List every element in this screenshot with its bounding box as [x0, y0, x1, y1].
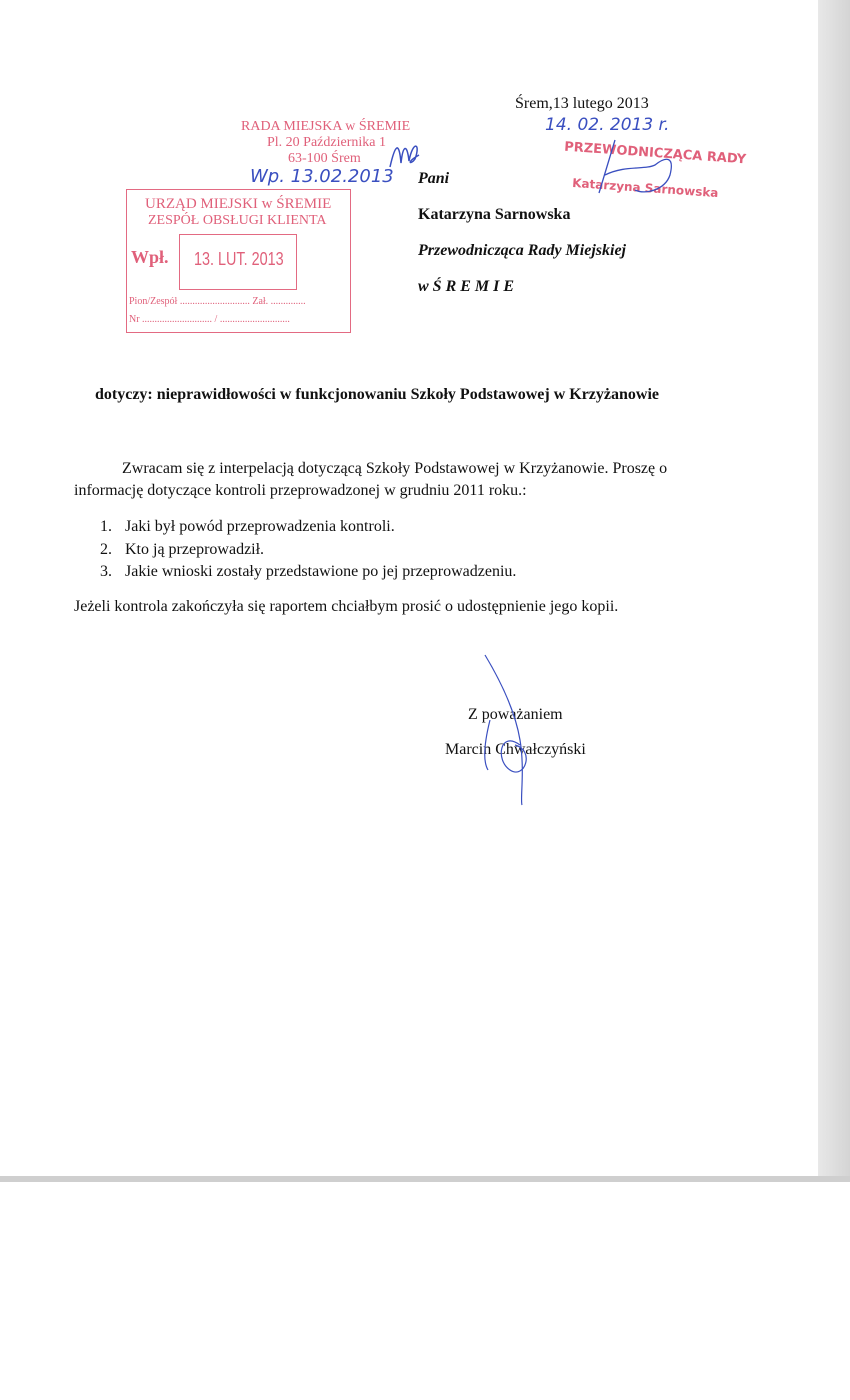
item-number: 2.	[100, 541, 112, 558]
initials-signature-icon	[385, 135, 425, 175]
body-para1-line1: Zwracam się z interpelacją dotyczącą Szkoły Podstawowej w Krzyżanowie. Proszę o	[122, 460, 668, 477]
stamp-rada-line3: 63-100 Śrem	[288, 151, 361, 166]
stamp-rada-line1: RADA MIEJSKA w ŚREMIE	[241, 119, 411, 134]
stamp-urzad	[126, 189, 351, 333]
item-text: Jakie wnioski zostały przedstawione po jej przeprowadzeniu.	[125, 563, 517, 580]
handwritten-receipt: Wp. 13.02.2013	[250, 166, 394, 187]
recipient-name: Katarzyna Sarnowska	[418, 206, 571, 223]
item-text: Jaki był powód przeprowadzenia kontroli.	[125, 518, 395, 535]
stamp-wpl-label: Wpł.	[131, 247, 169, 267]
handwritten-date: 14. 02. 2013 r.	[545, 115, 670, 135]
stamp-date-box	[179, 234, 297, 290]
recipient-title: Przewodnicząca Rady Miejskiej	[418, 242, 626, 259]
stamp-urzad-line1: URZĄD MIEJSKI w ŚREMIE	[145, 196, 332, 212]
list-item	[100, 518, 395, 536]
body-para1-line2: informację dotyczące kontroli przeprowadzonej w grudniu 2011 roku.:	[74, 482, 527, 499]
item-number: 3.	[100, 563, 112, 580]
stamp-urzad-line2: ZESPÓŁ OBSŁUGI KLIENTA	[148, 213, 327, 228]
list-item	[100, 541, 265, 559]
recipient-city: w Ś R E M I E	[418, 278, 515, 295]
subject-line: dotyczy: nieprawidłowości w funkcjonowaniu Szkoły Podstawowej w Krzyżanowie	[95, 386, 659, 403]
place-date: Śrem,13 lutego 2013	[515, 95, 649, 112]
closing-regards: Z poważaniem	[468, 706, 563, 723]
stamp-przewodniczaca-line2: Katarzyna Sarnowska	[571, 175, 719, 201]
stamp-przewodniczaca-line1: PRZEWODNICZĄCA RADY	[563, 139, 747, 168]
item-number: 1.	[100, 518, 112, 535]
body-para2: Jeżeli kontrola zakończyła się raportem chciałbym prosić o udostępnienie jego kopii.	[74, 598, 619, 615]
recipient-salutation: Pani	[418, 170, 450, 187]
stamp-field-pion: Pion/Zespół ............................ Zał. ..............	[129, 296, 306, 307]
stamp-date: 13. LUT. 2013	[194, 249, 284, 269]
closing-author: Marcin Chwałczyński	[445, 741, 586, 758]
chair-signature-icon	[585, 135, 695, 200]
stamp-rada-line2: Pl. 20 Października 1	[267, 135, 386, 150]
scan-edge-right	[818, 0, 850, 1180]
item-text: Kto ją przeprowadził.	[125, 541, 265, 558]
author-signature-icon	[470, 650, 550, 810]
stamp-field-nr: Nr ............................ / ............................	[129, 314, 290, 325]
list-item	[100, 563, 517, 581]
scan-edge-bottom	[0, 1176, 850, 1182]
